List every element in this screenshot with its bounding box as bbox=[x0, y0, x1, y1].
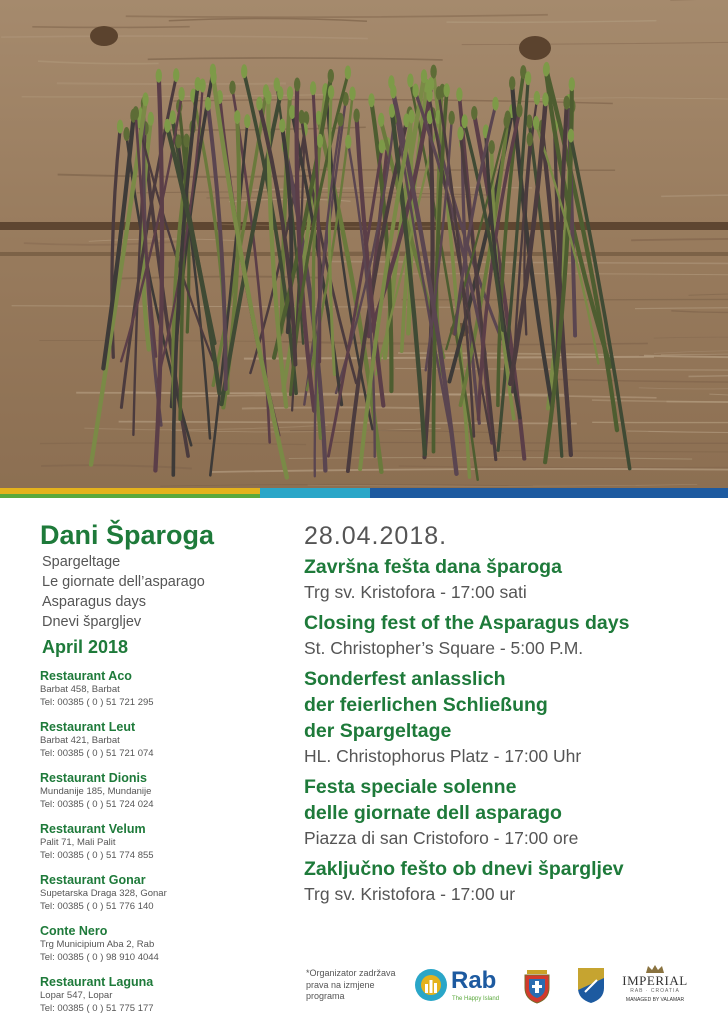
imperial-logo-text: IMPERIAL bbox=[622, 973, 688, 988]
organizer-note: *Organizator zadržava prava na izmjene programa bbox=[306, 968, 396, 1001]
restaurant-entry bbox=[40, 821, 290, 862]
restaurant-entry bbox=[40, 719, 290, 760]
rab-logo-tagline: The Happy Island bbox=[452, 996, 500, 1002]
imperial-logo-tag: MANAGED BY VALAMAR bbox=[625, 997, 685, 1003]
event-location-time: St. Christopher’s Square - 5:00 P.M. bbox=[304, 638, 584, 658]
event-location-time: HL. Christophorus Platz - 17:00 Uhr bbox=[304, 746, 582, 766]
restaurant-entry bbox=[40, 770, 290, 811]
restaurant-entry bbox=[40, 923, 290, 964]
restaurant-address: Lopar 547, Lopar bbox=[40, 990, 113, 1001]
event-heading: Sonderfest anlasslich der feierlichen Schließung der Spargeltage bbox=[304, 668, 548, 742]
restaurant-address: Barbat 421, Barbat bbox=[40, 735, 120, 746]
restaurant-address: Supetarska Draga 328, Gonar bbox=[40, 888, 167, 899]
event-info-column bbox=[40, 518, 290, 1024]
restaurant-phone: Tel: 00385 ( 0 ) 51 721 074 bbox=[40, 747, 154, 759]
alt-title: Asparagus days bbox=[42, 594, 146, 610]
restaurant-phone: Tel: 00385 ( 0 ) 51 721 295 bbox=[40, 696, 154, 708]
restaurant-phone: Tel: 00385 ( 0 ) 51 724 024 bbox=[40, 798, 154, 810]
stripe-green bbox=[0, 494, 260, 498]
asparagus-photo bbox=[0, 0, 728, 488]
event-location-time: Trg sv. Kristofora - 17:00 sati bbox=[304, 582, 527, 602]
restaurant-name: Restaurant Gonar bbox=[40, 873, 146, 887]
restaurant-phone: Tel: 00385 ( 0 ) 98 910 4044 bbox=[40, 951, 159, 963]
alt-title: Spargeltage bbox=[42, 554, 121, 570]
event-heading: Festa speciale solenne delle giornate dell asparago bbox=[304, 776, 562, 824]
alt-title: Le giornate dell’asparago bbox=[42, 574, 205, 590]
restaurant-name: Restaurant Aco bbox=[40, 669, 132, 683]
imperial-logo bbox=[620, 964, 690, 1008]
rab-logo bbox=[414, 966, 510, 1006]
restaurant-entry bbox=[40, 974, 290, 1015]
coat-of-arms-icon bbox=[520, 966, 554, 1004]
event-heading: Završna fešta dana šparoga bbox=[304, 556, 562, 578]
event-heading: Zaključno fešto ob dnevi špargljev bbox=[304, 858, 624, 880]
restaurant-phone: Tel: 00385 ( 0 ) 51 775 177 bbox=[40, 1002, 154, 1014]
restaurant-entry bbox=[40, 668, 290, 709]
event-location-time: Trg sv. Kristofora - 17:00 ur bbox=[304, 884, 516, 904]
restaurant-entry bbox=[40, 872, 290, 913]
event-location-time: Piazza di san Cristoforo - 17:00 ore bbox=[304, 828, 579, 848]
event-title: Dani Šparoga bbox=[40, 520, 215, 550]
restaurant-name: Restaurant Dionis bbox=[40, 771, 147, 785]
restaurant-address: Barbat 458, Barbat bbox=[40, 684, 120, 695]
restaurant-address: Palit 71, Mali Palit bbox=[40, 837, 116, 848]
imperial-logo-sub: RAB · CROATIA bbox=[630, 988, 680, 994]
color-stripe bbox=[0, 488, 728, 498]
restaurant-address: Mundanije 185, Mundanije bbox=[40, 786, 152, 797]
rab-logo-icon bbox=[414, 968, 448, 1002]
stripe-blue bbox=[370, 488, 728, 498]
restaurant-name: Conte Nero bbox=[40, 924, 108, 938]
rab-logo-text: Rab bbox=[451, 967, 497, 994]
shield-crest-icon bbox=[576, 966, 606, 1004]
restaurant-phone: Tel: 00385 ( 0 ) 51 774 855 bbox=[40, 849, 154, 861]
restaurant-name: Restaurant Velum bbox=[40, 822, 146, 836]
restaurant-phone: Tel: 00385 ( 0 ) 51 776 140 bbox=[40, 900, 154, 912]
restaurant-name: Restaurant Laguna bbox=[40, 975, 154, 989]
closing-events-column bbox=[304, 520, 714, 912]
stripe-teal bbox=[260, 488, 370, 498]
event-heading: Closing fest of the Asparagus days bbox=[304, 612, 630, 634]
restaurant-address: Trg Municipium Aba 2, Rab bbox=[40, 939, 155, 950]
event-month: April 2018 bbox=[42, 637, 129, 657]
alt-title: Dnevi špargljev bbox=[42, 614, 142, 630]
event-date: 28.04.2018. bbox=[304, 522, 448, 550]
restaurant-name: Restaurant Leut bbox=[40, 720, 136, 734]
